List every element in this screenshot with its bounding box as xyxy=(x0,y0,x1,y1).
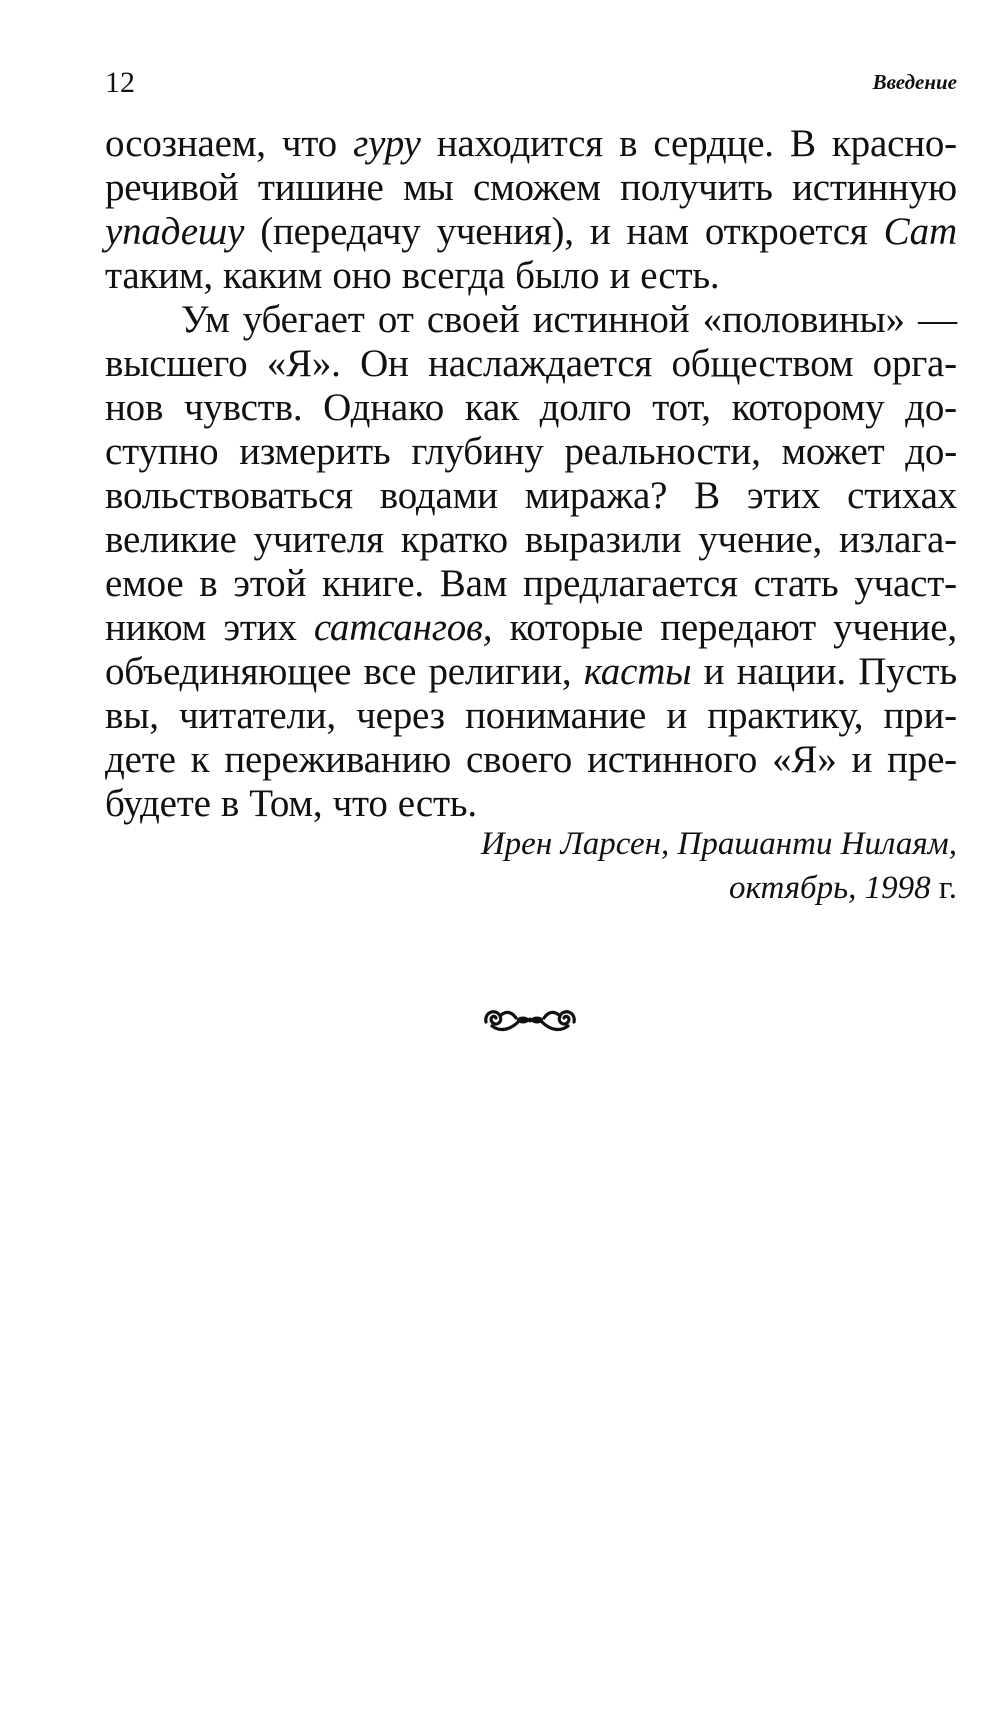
signature-date: октябрь, 1998 г. xyxy=(728,870,957,906)
text-line: ступно измерить глубину реальности, может до- xyxy=(105,430,957,473)
text-line: великие учителя кратко выразили учение, излага- xyxy=(105,518,957,561)
text-line: Ум убегает от своей истинной «половины» — xyxy=(181,298,957,341)
text-line: нов чувств. Однако как долго тот, которому до- xyxy=(105,386,957,429)
text-line: упадешу (передачу учения), и нам откроется Сат xyxy=(105,210,957,253)
text-line: речивой тишине мы сможем получить истинную xyxy=(105,166,957,209)
text-line: высшего «Я». Он наслаждается обществом орга- xyxy=(105,342,957,385)
text-line: объединяющее все религии, касты и нации. Пусть xyxy=(105,650,957,693)
text-line: осознаем, что гуру находится в сердце. В красно- xyxy=(105,122,957,165)
text-line: таким, каким оно всегда было и есть. xyxy=(105,254,720,297)
text-line: дете к переживанию своего истинного «Я» и пре- xyxy=(105,738,957,781)
signature-author-place: Ирен Ларсен, Прашанти Нилаям, xyxy=(480,826,957,862)
body-text xyxy=(105,122,957,826)
text-line: вы, читатели, через понимание и практику, при- xyxy=(105,694,957,737)
running-head: Введение xyxy=(872,70,957,94)
signature xyxy=(481,822,957,910)
text-line: будете в Том, что есть. xyxy=(105,782,477,825)
text-line: ником этих сатсангов, которые передают учение, xyxy=(105,606,957,649)
page-number: 12 xyxy=(105,66,135,99)
text-line: вольствоваться водами миража? В этих стихах xyxy=(105,474,957,517)
text-line: емое в этой книге. Вам предлагается стать участ- xyxy=(105,562,957,605)
fleuron-ornament-icon xyxy=(480,1000,580,1036)
